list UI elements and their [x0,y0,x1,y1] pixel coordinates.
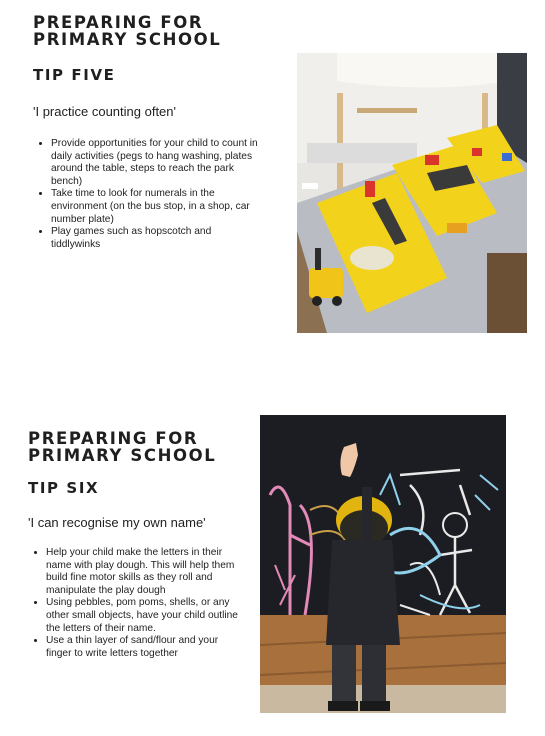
tip-title: TIP FIVE [33,66,116,84]
list-item: • Help your child make the letters in their name with play dough. This will help them build fine motor skills as they roll and manipulate the play dough [46,547,246,597]
heading-line-1: PREPARING FOR [28,429,199,448]
list-item: • Play games such as hopscotch and tiddlywinks [51,226,261,251]
heading-line-1: PREPARING FOR [33,13,204,32]
list-item: • Using pebbles, pom poms, shells, or any other small objects, have your child outline the letters of their name. [46,597,246,635]
list-item: • Provide opportunities for your child to count in daily activities (pegs to hang washing, plates around the table, steps to reach the park bench) [51,138,261,188]
tip-title: TIP SIX [28,479,100,497]
heading-line-2: PRIMARY SCHOOL [28,446,217,465]
section-heading [28,430,216,464]
heading-line-2: PRIMARY SCHOOL [33,30,222,49]
list-item: • Use a thin layer of sand/flour and your finger to write letters together [46,635,246,660]
tip-quote: 'I practice counting often' [33,104,176,119]
counting-activity-photo [297,53,527,333]
list-item: • Take time to look for numerals in the environment (on the bus stop, in a shop, car number plate) [51,188,261,226]
tip-bullet-list [33,138,261,251]
chalkboard-photo [260,415,506,713]
tip-bullet-list [28,547,246,660]
tip-quote: 'I can recognise my own name' [28,515,206,530]
section-heading [33,14,221,48]
